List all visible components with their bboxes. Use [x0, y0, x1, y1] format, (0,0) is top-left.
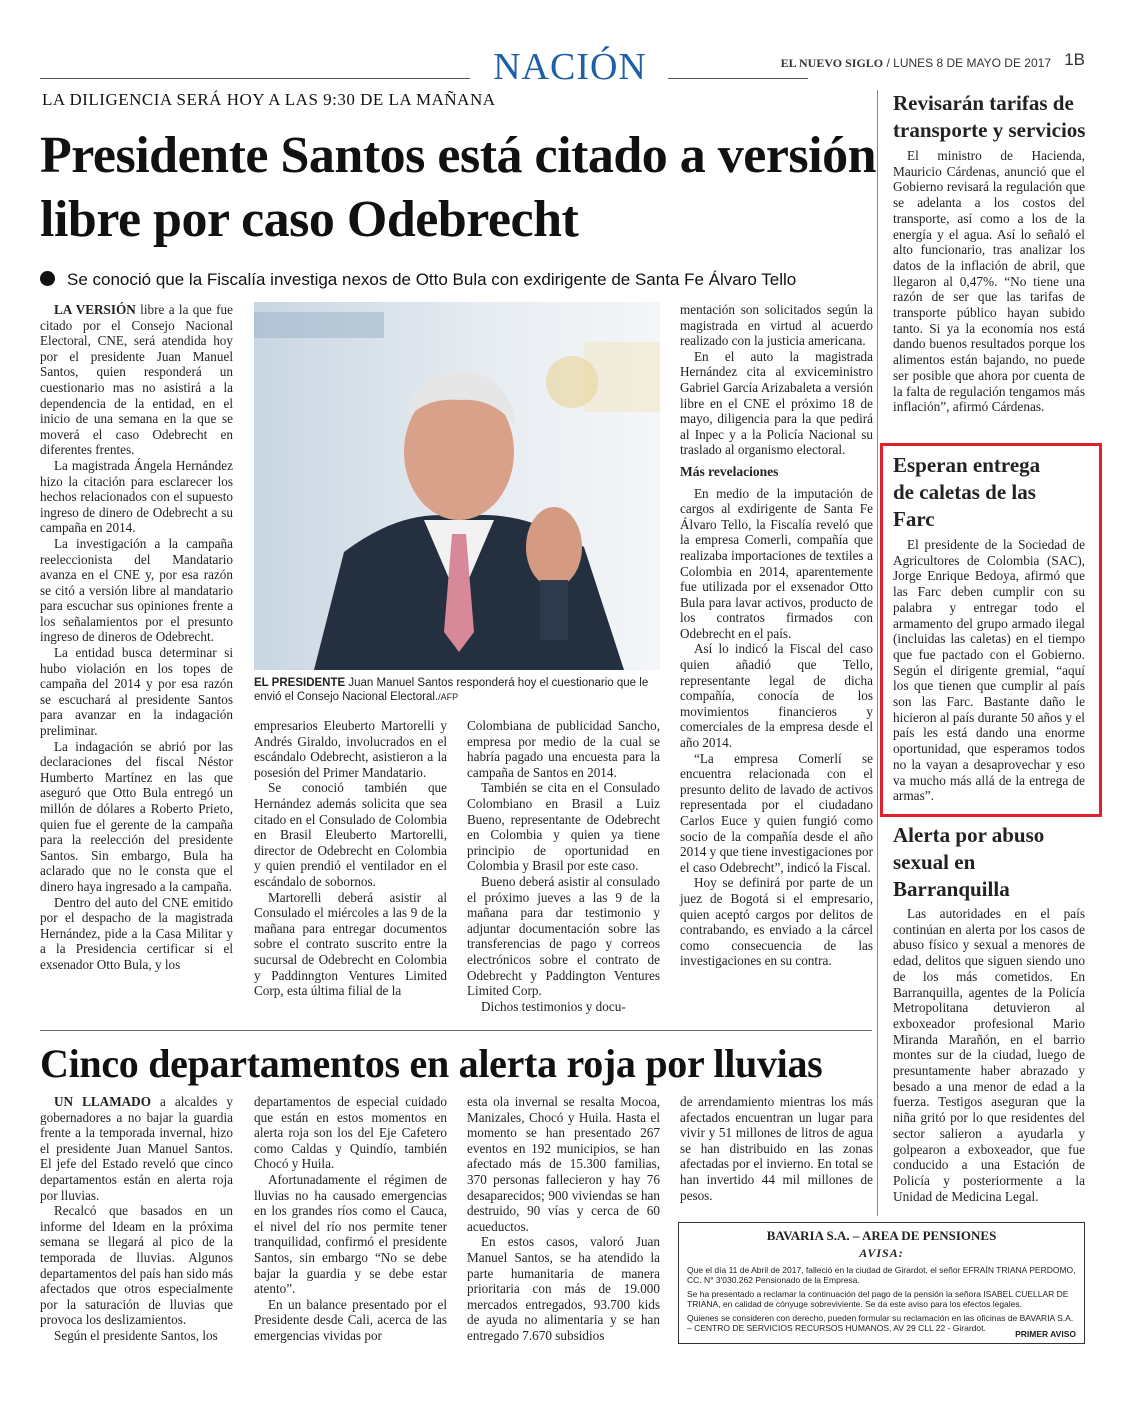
col4-subhead: Más revelaciones: [680, 463, 779, 479]
main-col4-p3: En medio de la imputación de cargos al exdirigente de Santa Fe Álvaro Tello, la Fiscalía reveló que la empresa Comerli, compañía que realizaba importaciones de textiles a Colombia en 2014, aparentemente fue utilizada por el exsenador Otto Bula para lavar activos, producto de los contratos firmados con Odebrecht en el país.: [680, 485, 873, 641]
main-col4-p4: Así lo indicó la Fiscal del caso quien añadió que Tello, representante legal de dicha compañía, conocía de los movimientos financieros y comerciales de la empresa desde el año 2014.: [680, 641, 873, 751]
kicker: LA DILIGENCIA SERÁ HOY A LAS 9:30 DE LA MAÑANA: [42, 90, 496, 109]
main-col-2: [254, 718, 447, 999]
notice-title: BAVARIA S.A. – AREA DE PENSIONES: [766, 1228, 997, 1243]
bullet-icon: [40, 271, 55, 286]
photo-credit: /AFP: [438, 692, 459, 702]
second-lead-label: UN LLAMADO: [54, 1094, 151, 1109]
main-col1-p5: La indagación se abrió por las declaraciones del fiscal Néstor Humberto Martínez en las que aseguró que Otto Bula entregó un millón de dólares a Roberto Prieto, quien fue el gerente de la campaña para la reelección del presidente Santos. Sin embargo, Bula ha aclarado que no le consta que el dinero haya ingresado a la campaña.: [40, 738, 233, 894]
main-col3-p1: Colombiana de publicidad Sancho, empresa por medio de la cual se habría pagado una encuesta para la campaña de Santos en 2014.: [467, 718, 660, 780]
section-title: NACIÓN: [493, 46, 647, 88]
president-portrait-image: [254, 302, 660, 670]
second-col2-p3: En un balance presentado por el Presidente desde Cali, acerca de las emergencias vividas por: [254, 1296, 447, 1343]
sidebar-story2-body: [893, 537, 1085, 804]
notice-line-2: Se ha presentado a reclamar la continuación del pago de la pensión la señora ISABEL CUELLAR DE TRIANA, en calidad de cónyuge sobreviviente. Se da este aviso para los efectos legales.: [687, 1289, 1069, 1309]
main-col-1: [40, 302, 233, 973]
subhead: [40, 270, 880, 290]
main-headline: Presidente Santos está citado a versión libre por caso Odebrecht: [40, 127, 877, 248]
main-col-4: [680, 302, 873, 969]
main-col4-p6: Hoy se definirá por parte de un juez de Bogotá si el empresario, quien aceptó cargos por delitos de contrabando, es enviado a la cárcel como consecuencia de las investigaciones en su contra.: [680, 875, 873, 969]
main-col1-p6: Dentro del auto del CNE emitido por el despacho de la magistrada Hernández, pide a la Casa Militar y a la Presidencia certificar si el exsenador Otto Bula, y los: [40, 894, 233, 972]
main-col4-p5: “La empresa Comerlí se encuentra relacionada con el presunto delito de lavado de activos representada por el ciudadano Carlos Euce y quien fungió como socio de la compañía desde el año 2014 y que tiene investigaciones por el caso Odebrecht”, indicó la Fiscal.: [680, 750, 874, 875]
caption-label: EL PRESIDENTE: [254, 677, 346, 689]
main-col3-p3: Bueno deberá asistir al consulado el próximo jueves a las 9 de la mañana para dar testimonio y adjuntar documentación sobre las transferencias de pago y correos electrónicos sobre el contrato de Odebrecht y Paddington Ventures Limited Corp.: [467, 873, 660, 999]
second-col2-p2: Afortunadamente el régimen de lluvias no ha causado emergencias en los grandes ríos como el Cauca, el nivel del río nos permite tener tranquilidad, confirmó el presidente Santos, sin embargo “No se debe bajar la guardia y se debe estar atento”.: [254, 1171, 447, 1297]
main-col3-p4: Dichos testimonios y docu-: [481, 998, 626, 1014]
sidebar-story1-p1: El ministro de Hacienda, Mauricio Cárdenas, anunció que el Gobierno revisará la regulación que se adelanta a los costos del transporte, así como a los de la energía y el agua. Así lo señaló el alto funcionario, tras analizar los datos de la inflación de abril, que llegaron al 0,47%. “No tiene una razón de ser que las tarifas de transporte público hayan subido tanto. Si ya la economía nos está dando buenos resultados porque los alimentos están bajando, no puede ser posible que ahora por cuenta de la falta de regulación tengamos más inflación”, afirmó Cárdenas.: [893, 148, 1085, 415]
main-col1-p3: La investigación a la campaña reeleccionista del Mandatario avanza en el CNE y, por esa razón se citó a versión libre al mandatario para escuchar sus opiniones frente a los señalamientos por el presunto ingreso de dineros de Odebrecht.: [40, 535, 233, 645]
main-col4-p2: En el auto la magistrada Hernández cita al exviceministro Gabriel García Arizabaleta a versión libre en el CNE el próximo 18 de mayo, diligencia para la que pedirá al Inpec y a la Policía Nacional su traslado al organismo electoral.: [680, 348, 873, 458]
main-col3-p2: También se cita en el Consulado Colombiano en Brasil a Luiz Bueno, representante de Odebrecht en Colombia y quien ya tiene principio de oportunidad en Colombia y Brasil por este caso.: [467, 780, 660, 874]
page-number: 1B: [1064, 50, 1085, 69]
main-col2-p3: Martorelli deberá asistir al Consulado el miércoles a las 9 de la mañana para entregar documentos sobre el contrato suscrito entre la sucursal de Odebrecht en Colombia y Paddinngton Ventures Limited Corp, esta última filial de la: [254, 889, 447, 999]
sidebar-story2-p1: El presidente de la Sociedad de Agricultores de Colombia (SAC), Jorge Enrique Bedoya, afirmó que las Farc deben cumplir con su palabra y entregar todo el armamento del grupo armado ilegal (incluidas las caletas) en el tiempo que fue pactado con el Gobierno. Según el dirigente gremial, “aquí los que tienen que cumplir al país son las Farc. Bastante daño le hicieron al país durante 50 años y el país les está dando una enorme oportunidad, que esperamos todos no la vayan a desaprovechar y eso va mucho más allá de la entrega de armas”.: [893, 537, 1085, 804]
sidebar-story3-title: Alerta por abuso sexual en Barranquilla: [893, 823, 1045, 901]
main-col4-p1: mentación son solicitados según la magistrada en virtud al acuerdo realizado con la justicia americana.: [680, 302, 873, 349]
notice-footer: PRIMER AVISO: [1015, 1329, 1076, 1339]
second-col-4: [680, 1094, 873, 1203]
main-col-3: [467, 718, 660, 1014]
main-col1-p1: libre a la que fue citado por el Consejo Nacional Electoral, CNE, será atendida hoy por el presidente Juan Manuel Santos, quien responderá un cuestionario mas no asistirá a la dependencia de la entidad, en el inicio de una semana en la que se moverá el caso Odebrecht en diferentes frentes.: [40, 302, 234, 458]
sidebar-story2-title: Esperan entrega de caletas de las Farc: [893, 453, 1041, 531]
caption-text: Juan Manuel Santos responderá hoy el cuestionario que le envió el Consejo Nacional Electoral.: [254, 677, 649, 703]
notice-subtitle: AVISA:: [859, 1246, 904, 1260]
second-col-1: [40, 1094, 233, 1344]
president-photo: [254, 302, 660, 670]
legal-notice: [678, 1222, 1085, 1344]
main-col1-p4: La entidad busca determinar si hubo violación en los topes de campaña del 2014 y por esa razón se escuchará al presidente Santos para avanzar en la indagación preliminar.: [40, 645, 233, 739]
issue-date: / LUNES 8 DE MAYO DE 2017: [886, 56, 1051, 70]
sidebar-story3-p1: Las autoridades en el país continúan en alerta por los casos de abuso físico y sexual a menores de edad, delitos que siguen siendo uno de los más cometidos. En Barranquilla, agentes de la Policía Metropolitana detuvieron al exboxeador profesional Mario Miranda Marañón, en el barrio montes sur de la ciudad, luego de presuntamente haber abrazado y besado a una menor de edad a la fuerza. Testigos aseguran que la niña gritó por lo que residentes del sector salieron a ayudarla y golpearon a exboxeador, que fue conducido a una Estación de Policía y posteriormente a la Unidad de Medicina Legal.: [893, 906, 1085, 1204]
main-col2-p1: empresarios Eleuberto Martorelli y Andrés Giraldo, involucrados en el escándalo Odebrecht, asistieron a la posesión del Primer Mandatario.: [254, 718, 447, 780]
second-col1-p2: Recalcó que basados en un informe del Ideam en la próxima semana se llegará al pico de la temporada de lluvias. Algunos departamentos del país han sido más afectados que otros especialmente por la saturación de lluvias que provoca los deslizamientos.: [40, 1203, 234, 1328]
sidebar-story3-body: [893, 906, 1085, 1204]
main-col2-p2: Se conoció también que Hernández además solicita que sea citado en el Consulado de Colombia en Brasil Eleuberto Martorelli, director de Odebrecht en Colombia y quien prendió el ventilador en el escándalo de sobornos.: [254, 780, 447, 889]
second-col3-p1: esta ola invernal se resalta Mocoa, Manizales, Chocó y Huila. Hasta el momento se han presentado 267 eventos en 192 municipios, se han afectado más de 15.300 familias, 370 personas fallecieron y hay 76 desaparecidos; 900 viviendas se han destruido, 90 vías y cerca de 60 acueductos.: [467, 1094, 660, 1234]
sidebar-story1-body: [893, 148, 1085, 415]
second-headline: Cinco departamentos en alerta roja por lluvias: [40, 1041, 823, 1086]
photo-caption: [254, 676, 660, 704]
main-col1-p2: La magistrada Ángela Hernández hizo la citación para esclarecer los hechos relacionados con el supuesto ingreso de dinero de Odebrecht a su campaña en 2014.: [40, 457, 233, 536]
second-col4-p1: de arrendamiento mientras los más afectados encuentran un lugar para vivir y 51 millones de litros de agua se han distribuido en las zonas afectadas por el invierno. En total se han invertido 44 mil millones de pesos.: [680, 1094, 873, 1203]
header-rule-right: [668, 78, 808, 79]
notice-line-1: Que el día 11 de Abril de 2017, falleció en la ciudad de Girardot, el señor EFRAÍN TRIANA PERDOMO, CC. N° 3'030.262 Pensionado de la Empresa.: [687, 1265, 1076, 1285]
second-col-3: [467, 1094, 660, 1344]
second-col1-p3: Según el presidente Santos, los: [54, 1327, 218, 1343]
header-rule-left: [40, 78, 470, 79]
lead-label: LA VERSIÓN: [54, 302, 136, 317]
notice-line-3: Quienes se consideren con derecho, pueden formular su reclamación en las oficinas de BAVARIA S.A. – CENTRO DE SERVICIOS RECURSOS HUMANOS, AV 29 CLL 22 - Girardot.: [687, 1313, 1074, 1333]
second-col-2: [254, 1094, 447, 1344]
paper-name: EL NUEVO SIGLO: [780, 56, 884, 70]
story-divider: [40, 1030, 872, 1031]
second-col3-p2: En estos casos, valoró Juan Manuel Santos, se ha atendido la parte humanitaria de manera prioritaria con más de 19.000 mercados entregados, 93.700 kids de ayuda no alimentaria y se han entregado 7.670 subsidios: [467, 1234, 660, 1343]
subhead-text: Se conoció que la Fiscalía investiga nexos de Otto Bula con exdirigente de Santa Fe Álvaro Tello: [67, 270, 797, 289]
sidebar-story1-title: Revisarán tarifas de transporte y servicios: [893, 91, 1086, 142]
masthead-line: [781, 56, 1051, 71]
second-col2-p1: departamentos de especial cuidado que están en estos momentos en alerta roja son los del Eje Cafetero como Caldas y Quindío, también Chocó y Huila.: [254, 1094, 447, 1172]
second-col1-p1: a alcaldes y gobernadores a no bajar la guardia frente a la temporada invernal, hizo el presidente Juan Manuel Santos. El jefe del Estado reveló que cinco departamentos están en alerta roja por lluvias.: [40, 1094, 234, 1203]
